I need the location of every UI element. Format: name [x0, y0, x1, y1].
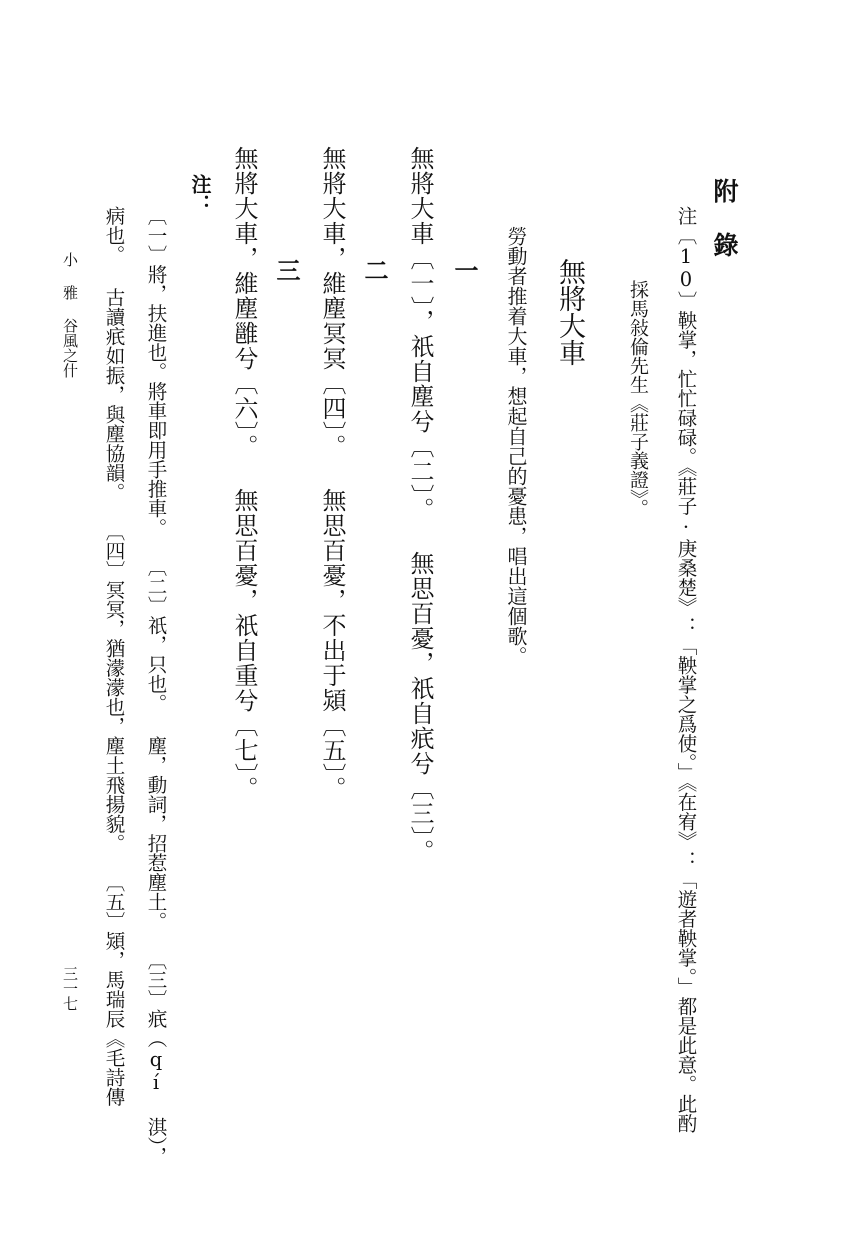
- stanza-number: 三: [272, 258, 301, 283]
- running-title: 小 雅 谷風之什: [61, 252, 79, 378]
- stanza-text: 無將大車〔一〕，祇自塵兮〔二〕。 無思百憂，祇自疧兮〔三〕。: [406, 146, 434, 864]
- page-number: 三一七: [61, 966, 79, 1011]
- notes-label: 注：: [188, 174, 212, 214]
- notes-line: 〔一〕將，扶進也。將車即用手推車。 〔二〕祇，只也。 塵，動詞，招惹塵土。 〔三〕疧（qí 淇），: [144, 206, 168, 1166]
- notes-line: 病也。 古讀疧如振，與塵協韻。 〔四〕冥冥，猶濛濛也，塵土飛揚貌。 〔五〕熲，馬瑞辰《毛詩傳: [102, 206, 126, 1107]
- stanza-text: 無將大車，維塵冥冥〔四〕。 無思百憂，不出于熲〔五〕。: [318, 146, 346, 801]
- stanza-text: 無將大車，維塵雝兮〔六〕。 無思百憂，祇自重兮〔七〕。: [230, 146, 258, 801]
- poem-title: 無將大車: [554, 258, 585, 366]
- appendix-source: 採馬敍倫先生《莊子義證》。: [627, 280, 649, 518]
- appendix-heading: 附 錄: [710, 178, 739, 257]
- stanza-number: 一: [450, 258, 479, 283]
- poem-intro: 勞動者推着大車，想起自己的憂患，唱出這個歌。: [504, 226, 528, 666]
- stanza-number: 二: [360, 258, 389, 283]
- appendix-note: 注〔10〕鞅掌，忙忙碌碌。《莊子·庚桑楚》：「鞅掌之爲使。」《在宥》：「遊者鞅掌。」都是此意。此酌: [674, 206, 698, 1133]
